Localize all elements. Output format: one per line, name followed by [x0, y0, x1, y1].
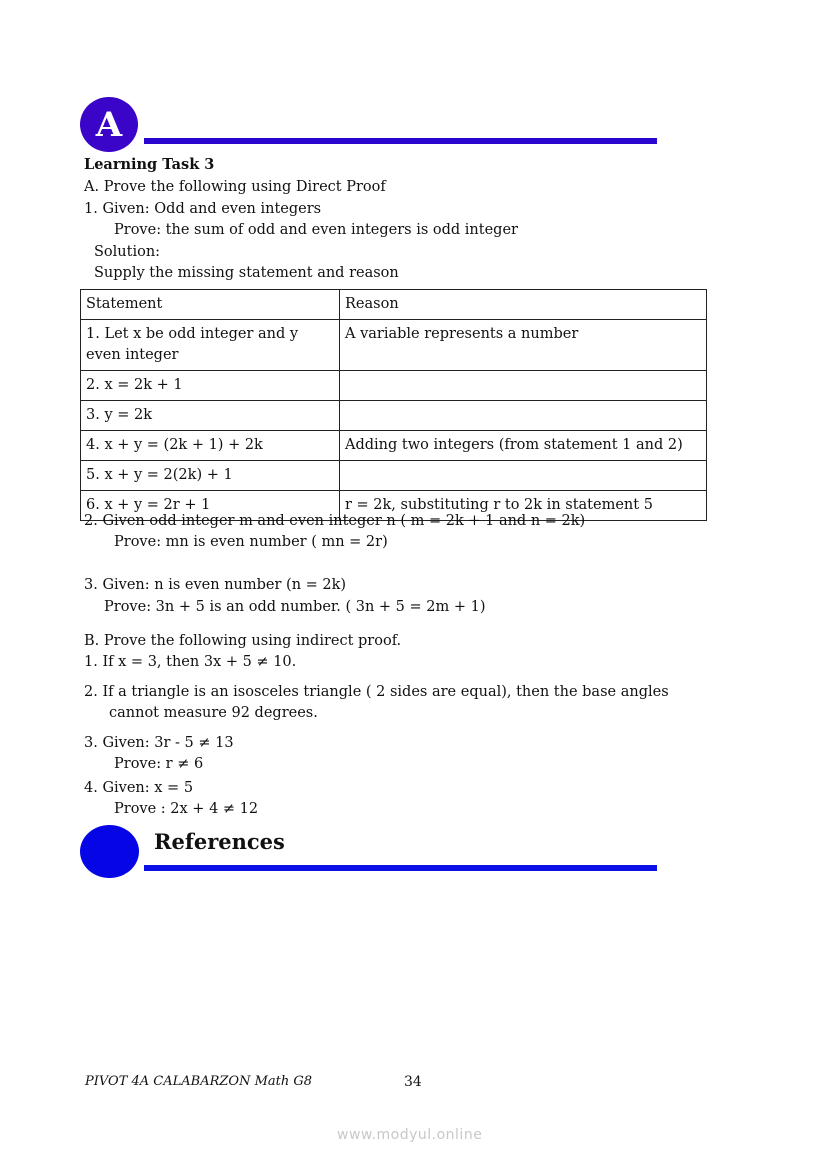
references-rule [144, 865, 657, 871]
b2-line1: 2. If a triangle is an isosceles triangle ( 2 sides are equal), then the base angles [84, 684, 669, 700]
a3-prove: Prove: 3n + 5 is an odd number. ( 3n + 5 = 2m + 1) [104, 599, 486, 615]
table-row [81, 401, 707, 431]
a1-given: 1. Given: Odd and even integers [84, 201, 322, 217]
b3-prove: Prove: r ≠ 6 [114, 756, 204, 772]
reason-cell [340, 371, 707, 401]
table-row [81, 461, 707, 491]
table-row [81, 431, 707, 461]
reason-cell [340, 461, 707, 491]
statement-cell: 3. y = 2k [81, 401, 340, 431]
table-row [81, 320, 707, 371]
a1-instruction: Supply the missing statement and reason [94, 265, 399, 281]
proof-table [80, 289, 707, 521]
b4-given: 4. Given: x = 5 [84, 780, 194, 796]
reason-cell [340, 401, 707, 431]
table-row [81, 371, 707, 401]
reason-cell: A variable represents a number [340, 320, 707, 371]
b4-prove: Prove : 2x + 4 ≠ 12 [114, 801, 259, 817]
header-reason: Reason [340, 290, 707, 320]
a3-given: 3. Given: n is even number (n = 2k) [84, 577, 347, 593]
statement-cell: 6. x + y = 2r + 1 [81, 491, 340, 521]
footer-page-number: 34 [404, 1074, 422, 1090]
statement-cell: 1. Let x be odd integer and y even integer [81, 320, 340, 371]
a2-prove: Prove: mn is even number ( mn = 2r) [114, 534, 388, 550]
references-badge [80, 825, 139, 878]
part-a-heading: A. Prove the following using Direct Proof [84, 179, 386, 195]
part-b-heading: B. Prove the following using indirect proof. [84, 633, 402, 649]
reason-cell: Adding two integers (from statement 1 and 2) [340, 431, 707, 461]
statement-cell: 4. x + y = (2k + 1) + 2k [81, 431, 340, 461]
a2-given: 2. Given odd integer m and even integer n ( m = 2k + 1 and n = 2k) [84, 513, 586, 529]
section-a-rule [144, 138, 657, 144]
references-title: References [154, 829, 285, 854]
watermark: www.modyul.online [337, 1127, 483, 1143]
a1-prove: Prove: the sum of odd and even integers is odd integer [114, 222, 518, 238]
b1: 1. If x = 3, then 3x + 5 ≠ 10. [84, 654, 297, 670]
table-header-row [81, 290, 707, 320]
task-title: Learning Task 3 [84, 156, 215, 173]
reason-cell: r = 2k, substituting r to 2k in statement 5 [340, 491, 707, 521]
b3-given: 3. Given: 3r - 5 ≠ 13 [84, 735, 234, 751]
section-a-badge [80, 97, 138, 152]
header-statement: Statement [81, 290, 340, 320]
b2-line2: cannot measure 92 degrees. [109, 705, 318, 721]
a1-solution: Solution: [94, 244, 161, 260]
section-a-letter: A [95, 104, 123, 145]
statement-cell: 5. x + y = 2(2k) + 1 [81, 461, 340, 491]
footer-book-title: PIVOT 4A CALABARZON Math G8 [85, 1074, 313, 1089]
statement-cell: 2. x = 2k + 1 [81, 371, 340, 401]
